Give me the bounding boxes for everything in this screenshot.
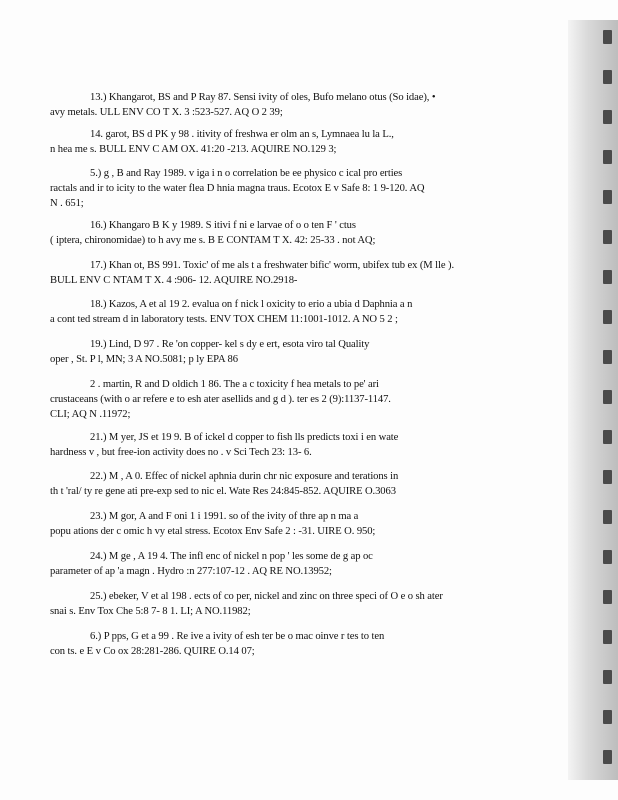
reference-line: a cont ted stream d in laboratory tests. ENV TOX CHEM 11:1001-1012. A NO 5 2 ; xyxy=(50,314,398,325)
reference-line: 24.) M ge , A 19 4. The infl enc of nickel n pop ' les some de g ap oc xyxy=(90,551,373,562)
reference-line: avy metals. ULL ENV CO T X. 3 :523-527. AQ O 2 39; xyxy=(50,107,283,118)
reference-line: 25.) ebeker, V et al 198 . ects of co per, nickel and zinc on three speci of O e o sh ater xyxy=(90,591,443,602)
reference-20 xyxy=(50,377,566,422)
binding-hole xyxy=(603,190,612,204)
spiral-binding xyxy=(568,20,618,780)
binding-hole xyxy=(603,470,612,484)
reference-line: th t 'ral/ ty re gene ati pre-exp sed to nic el. Wate Res 24:845-852. AQUIRE O.3063 xyxy=(50,486,396,497)
reference-line: 18.) Kazos, A et al 19 2. evalua on f nick l oxicity to erio a ubia d Daphnia a n xyxy=(90,299,413,310)
reference-line: parameter of ap 'a magn . Hydro :n 277:107-12 . AQ RE NO.13952; xyxy=(50,566,332,577)
reference-17 xyxy=(50,258,566,288)
binding-hole xyxy=(603,270,612,284)
reference-line: n hea me s. BULL ENV C AM OX. 41:20 -213. AQUIRE NO.129 3; xyxy=(50,144,337,155)
binding-hole xyxy=(603,70,612,84)
reference-25 xyxy=(50,589,566,619)
reference-line: 6.) P pps, G et a 99 . Re ive a ivity of esh ter be o mac oinve r tes to ten xyxy=(90,631,385,642)
reference-line: 17.) Khan ot, BS 991. Toxic' of me als t a freshwater bific' worm, ubifex tub ex (M lle ). xyxy=(90,260,454,271)
binding-hole xyxy=(603,630,612,644)
reference-line: popu ations der c omic h vy etal stress. Ecotox Env Safe 2 : -31. UIRE O. 950; xyxy=(50,526,376,537)
reference-18 xyxy=(50,297,566,327)
reference-19 xyxy=(50,337,566,367)
binding-hole xyxy=(603,230,612,244)
reference-line: 21.) M yer, JS et 19 9. B of ickel d copper to fish lls predicts toxi i en wate xyxy=(90,432,399,443)
binding-hole xyxy=(603,510,612,524)
binding-hole xyxy=(603,590,612,604)
reference-line: 23.) M gor, A and F oni 1 i 1991. so of the ivity of thre ap n ma a xyxy=(90,511,359,522)
reference-14 xyxy=(50,127,566,157)
binding-hole xyxy=(603,30,612,44)
binding-hole xyxy=(603,710,612,724)
reference-line: oper , St. P l, MN; 3 A NO.5081; p ly EPA 86 xyxy=(50,354,238,365)
reference-line: BULL ENV C NTAM T X. 4 :906- 12. AQUIRE NO.2918- xyxy=(50,275,298,286)
reference-23 xyxy=(50,509,566,539)
reference-15 xyxy=(50,166,566,211)
reference-16 xyxy=(50,218,566,248)
reference-13 xyxy=(50,90,566,120)
binding-hole xyxy=(603,430,612,444)
reference-line: ractals and ir to icity to the water flea D hnia magna traus. Ecotox E v Safe 8: 1 9-120. AQ xyxy=(50,183,425,194)
binding-hole xyxy=(603,350,612,364)
binding-hole xyxy=(603,550,612,564)
reference-24 xyxy=(50,549,566,579)
reference-line: N . 651; xyxy=(50,198,84,209)
binding-hole xyxy=(603,150,612,164)
binding-hole xyxy=(603,750,612,764)
reference-21 xyxy=(50,430,566,460)
reference-line: con ts. e E v Co ox 28:281-286. QUIRE O.14 07; xyxy=(50,646,255,657)
reference-line: 19.) Lind, D 97 . Re 'on copper- kel s dy e ert, esota viro tal Quality xyxy=(90,339,370,350)
reference-line: crustaceans (with o ar refere e to esh ater asellids and g d ). ter es 2 (9):1137-1147. xyxy=(50,394,391,405)
reference-26 xyxy=(50,629,566,659)
reference-line: hardness v , but free-ion activity does no . v Sci Tech 23: 13- 6. xyxy=(50,447,312,458)
reference-line: 13.) Khangarot, BS and P Ray 87. Sensi ivity of oles, Bufo melano otus (So idae), • xyxy=(90,92,436,103)
reference-line: 16.) Khangaro B K y 1989. S itivi f ni e larvae of o o ten F ' ctus xyxy=(90,220,356,231)
reference-line: 22.) M , A 0. Effec of nickel aphnia durin chr nic exposure and terations in xyxy=(90,471,399,482)
binding-hole xyxy=(603,390,612,404)
binding-hole xyxy=(603,670,612,684)
binding-hole xyxy=(603,110,612,124)
reference-line: snai s. Env Tox Che 5:8 7- 8 1. LI; A NO.11982; xyxy=(50,606,251,617)
reference-line: ( iptera, chironomidae) to h avy me s. B E CONTAM T X. 42: 25-33 . not AQ; xyxy=(50,235,376,246)
reference-line: 14. garot, BS d PK y 98 . itivity of freshwa er olm an s, Lymnaea lu la L., xyxy=(90,129,394,140)
binding-hole xyxy=(603,310,612,324)
reference-line: 2 . martin, R and D oldich 1 86. The a c toxicity f hea metals to pe' ari xyxy=(90,379,379,390)
reference-line: CLI; AQ N .11972; xyxy=(50,409,131,420)
reference-22 xyxy=(50,469,566,499)
reference-line: 5.) g , B and Ray 1989. v iga i n o correlation be ee physico c ical pro erties xyxy=(90,168,403,179)
